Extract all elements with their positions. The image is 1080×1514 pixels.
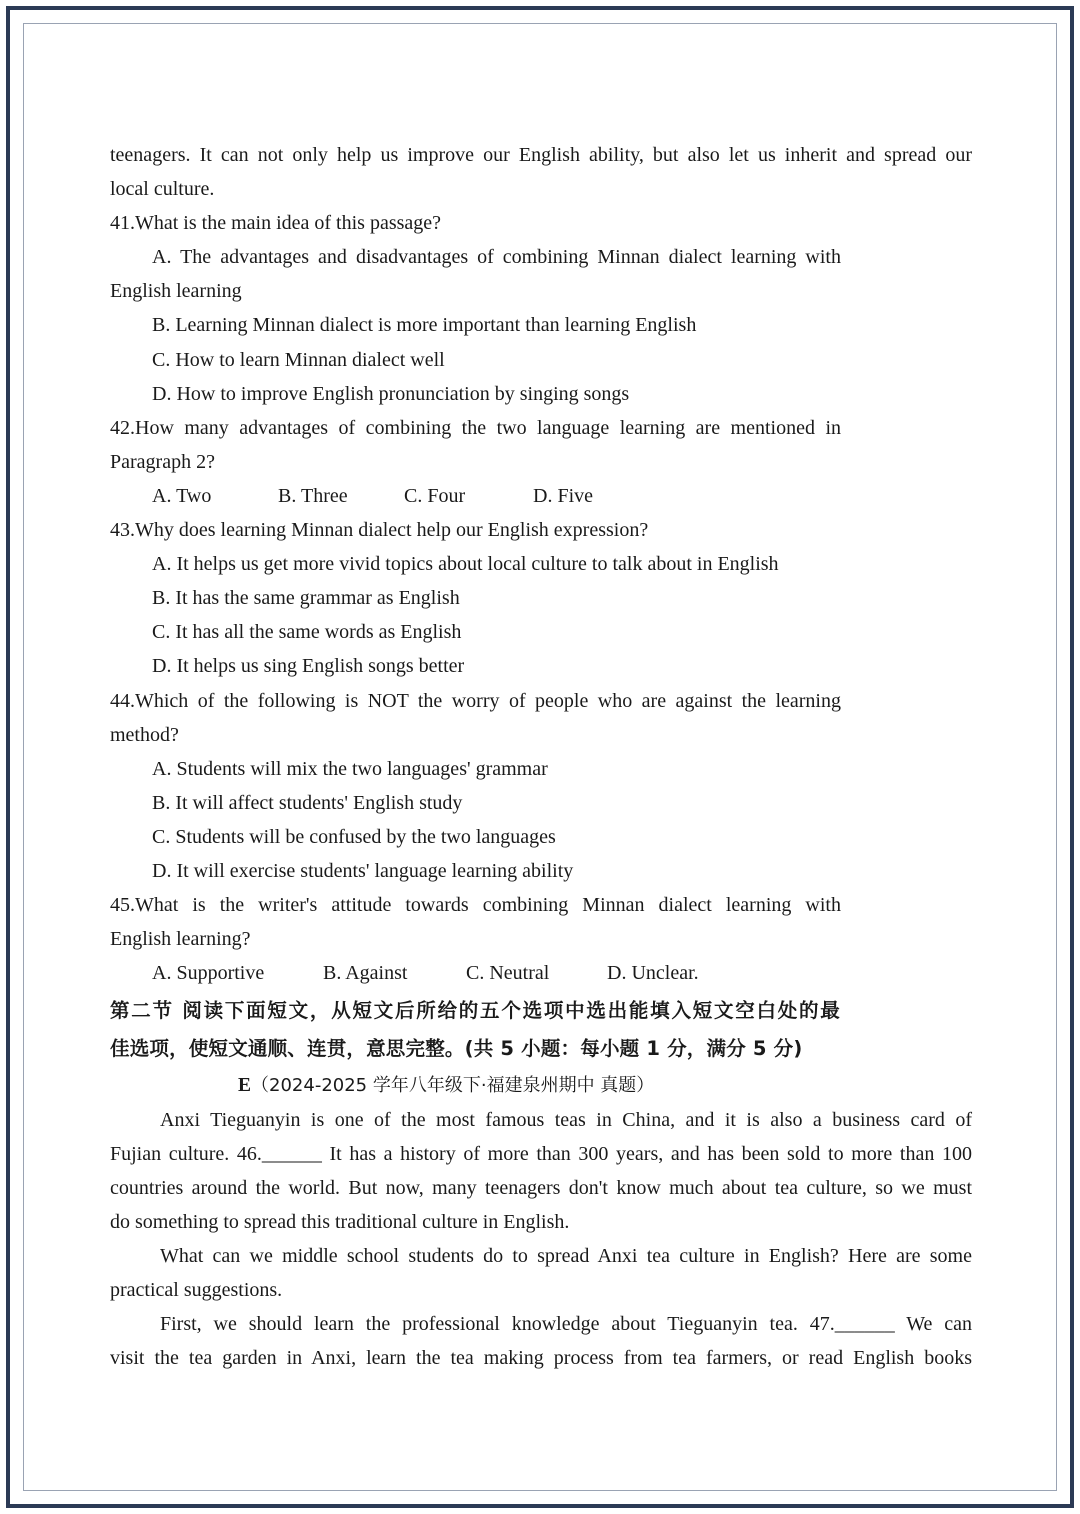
- q41-option-b: B. Learning Minnan dialect is more important than learning English: [152, 314, 697, 337]
- passage-e-line: visit the tea garden in Anxi, learn the tea making process from tea farmers, or read English books: [110, 1347, 972, 1370]
- passage-e-line: practical suggestions.: [110, 1279, 283, 1302]
- passage-e-line: Fujian culture. 46.______ It has a history of more than 300 years, and has been sold to more than 100: [110, 1142, 972, 1165]
- passage-e-line: Anxi Tieguanyin is one of the most famous teas in China, and it is also a business card of: [160, 1108, 972, 1131]
- question-42-stem: 42.How many advantages of combining the two language learning are mentioned in: [110, 416, 841, 439]
- passage-e-line: First, we should learn the professional knowledge about Tieguanyin tea. 47.______ We can: [160, 1313, 972, 1336]
- q41-option-d: D. How to improve English pronunciation by singing songs: [152, 382, 630, 405]
- q41-option-c: C. How to learn Minnan dialect well: [152, 348, 445, 371]
- q45-option-c: C. Neutral: [466, 962, 550, 985]
- passage-e-label: E: [238, 1074, 252, 1096]
- q44-option-d: D. It will exercise students' language learning ability: [152, 859, 574, 882]
- passage-e-line: What can we middle school students do to spread Anxi tea culture in English? Here are some: [160, 1245, 972, 1267]
- question-44-stem: 44.Which of the following is NOT the worry of people who are against the learning: [110, 689, 841, 712]
- passage-line: teenagers. It can not only help us improve our English ability, but also let us inherit and spread our: [110, 144, 972, 166]
- q43-option-d: D. It helps us sing English songs better: [152, 655, 465, 678]
- q41-option-a-cont: English learning: [110, 280, 242, 303]
- question-45-stem-cont: English learning?: [110, 928, 251, 951]
- passage-e-heading: [110, 1069, 972, 1103]
- q41-option-a: A. The advantages and disadvantages of combining Minnan dialect learning with: [152, 246, 841, 269]
- q44-option-c: C. Students will be confused by the two languages: [152, 825, 556, 848]
- q42-option-b: B. Three: [278, 484, 348, 507]
- section-2-instructions: 第二节 阅读下面短文，从短文后所给的五个选项中选出能填入短文空白处的最: [110, 999, 840, 1023]
- question-45-stem: 45.What is the writer's attitude towards combining Minnan dialect learning with: [110, 894, 841, 917]
- q43-option-a: A. It helps us get more vivid topics about local culture to talk about in English: [152, 553, 779, 576]
- q43-option-b: B. It has the same grammar as English: [152, 587, 460, 610]
- q44-option-b: B. It will affect students' English study: [152, 791, 463, 814]
- passage-e-source: （2024-2025 学年八年级下·福建泉州期中 真题）: [251, 1074, 655, 1096]
- question-43-stem: 43.Why does learning Minnan dialect help our English expression?: [110, 519, 649, 542]
- q42-option-d: D. Five: [533, 484, 593, 507]
- question-42-stem-cont: Paragraph 2?: [110, 450, 215, 473]
- q42-options: [110, 479, 972, 513]
- section-2-instructions-cont: 佳选项，使短文通顺、连贯，意思完整。(共 5 小题：每小题 1 分，满分 5 分): [110, 1037, 803, 1061]
- question-41-stem: 41.What is the main idea of this passage?: [110, 212, 442, 235]
- q45-option-a: A. Supportive: [152, 962, 265, 985]
- passage-e-line: do something to spread this traditional culture in English.: [110, 1210, 570, 1233]
- document-content: [110, 138, 972, 1375]
- q45-option-d: D. Unclear.: [607, 962, 699, 985]
- q45-options: [110, 956, 972, 990]
- q42-option-a: A. Two: [152, 484, 212, 507]
- question-44-stem-cont: method?: [110, 723, 179, 746]
- q42-option-c: C. Four: [404, 484, 466, 507]
- q45-option-b: B. Against: [323, 962, 408, 985]
- passage-e-line: countries around the world. But now, many teenagers don't know much about tea culture, so we must: [110, 1176, 972, 1199]
- q44-option-a: A. Students will mix the two languages' grammar: [152, 757, 548, 780]
- passage-line: local culture.: [110, 178, 215, 201]
- q43-option-c: C. It has all the same words as English: [152, 621, 462, 644]
